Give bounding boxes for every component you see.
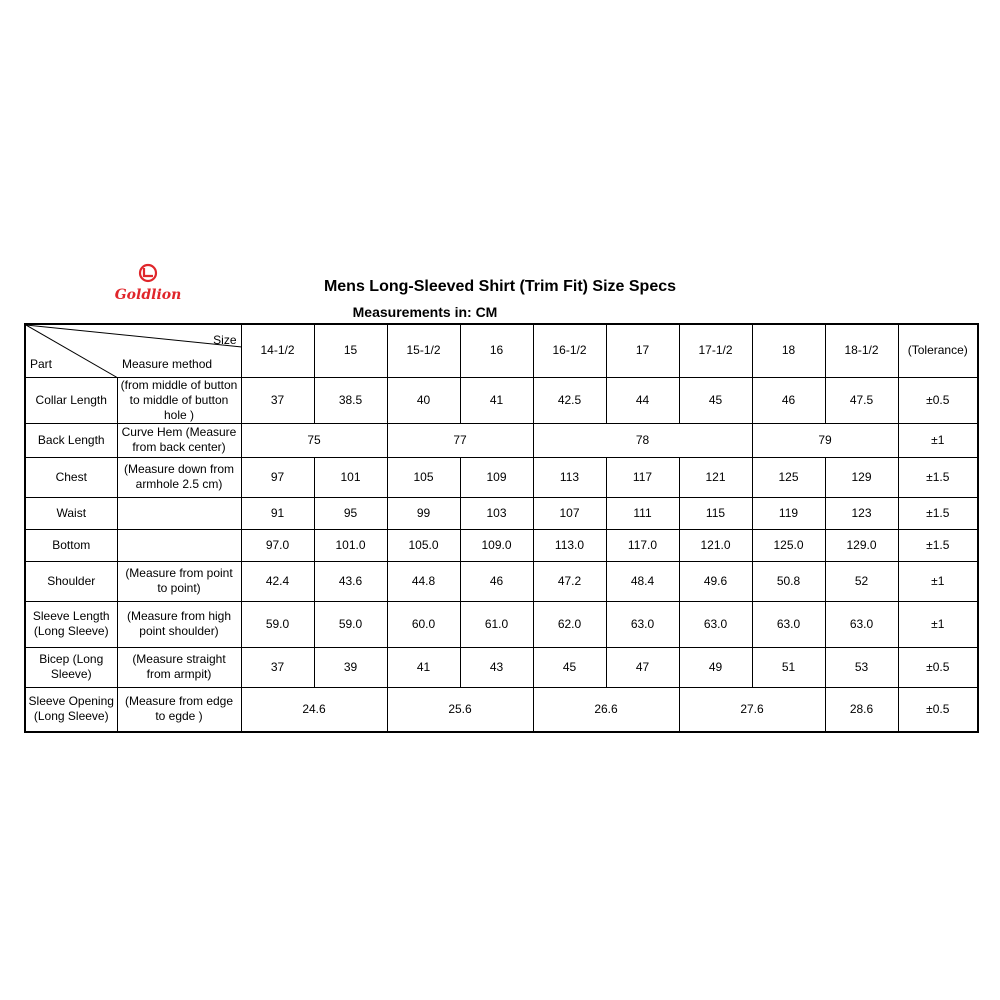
header-corner	[25, 324, 241, 377]
tolerance-value: ±1.5	[898, 497, 978, 529]
goldlion-logo	[108, 262, 188, 312]
tolerance-value: ±1.5	[898, 457, 978, 497]
measurement-value: 49	[679, 647, 752, 687]
measurement-value: 115	[679, 497, 752, 529]
size-header: 18-1/2	[825, 324, 898, 377]
measurement-value: 129.0	[825, 529, 898, 561]
measurement-value: 27.6	[679, 687, 825, 732]
measurement-value: 101.0	[314, 529, 387, 561]
measure-method-cell: (Measure from point to point)	[117, 561, 241, 601]
measurement-value: 46	[752, 377, 825, 423]
measurement-value: 50.8	[752, 561, 825, 601]
tolerance-value: ±1.5	[898, 529, 978, 561]
measurement-value: 37	[241, 377, 314, 423]
table-row	[25, 497, 978, 529]
table-row	[25, 561, 978, 601]
part-label: Part	[30, 356, 53, 371]
measurement-value: 63.0	[679, 601, 752, 647]
tolerance-value: ±0.5	[898, 687, 978, 732]
table-row	[25, 687, 978, 732]
measure-method-cell: (from middle of button to middle of button hole )	[117, 377, 241, 423]
measurement-value: 41	[387, 647, 460, 687]
measurement-value: 117.0	[606, 529, 679, 561]
measure-method-cell: (Measure from edge to egde )	[117, 687, 241, 732]
measure-method-cell	[117, 497, 241, 529]
size-spec-table	[24, 323, 979, 733]
measurement-value: 119	[752, 497, 825, 529]
measurement-value: 37	[241, 647, 314, 687]
measurement-value: 113.0	[533, 529, 606, 561]
table-row	[25, 529, 978, 561]
measurement-value: 78	[533, 423, 752, 457]
measurement-value: 40	[387, 377, 460, 423]
measurement-value: 26.6	[533, 687, 679, 732]
measurement-value: 123	[825, 497, 898, 529]
measurement-unit: Measurements in: CM	[352, 304, 498, 320]
table-row	[25, 457, 978, 497]
measurement-value: 63.0	[825, 601, 898, 647]
tolerance-value: ±1	[898, 601, 978, 647]
measurement-value: 43.6	[314, 561, 387, 601]
table-row	[25, 377, 978, 423]
measurement-value: 60.0	[387, 601, 460, 647]
measurement-value: 43	[460, 647, 533, 687]
measurement-value: 63.0	[606, 601, 679, 647]
part-cell: Shoulder	[25, 561, 117, 601]
measurement-value: 97	[241, 457, 314, 497]
measurement-value: 47	[606, 647, 679, 687]
measurement-value: 44	[606, 377, 679, 423]
measurement-value: 99	[387, 497, 460, 529]
size-header: 17-1/2	[679, 324, 752, 377]
measurement-value: 125	[752, 457, 825, 497]
measurement-value: 42.4	[241, 561, 314, 601]
measurement-value: 45	[679, 377, 752, 423]
part-cell: Sleeve Length (Long Sleeve)	[25, 601, 117, 647]
measure-method-cell: Curve Hem (Measure from back center)	[117, 423, 241, 457]
size-header: 15	[314, 324, 387, 377]
measurement-value: 47.5	[825, 377, 898, 423]
measurement-value: 61.0	[460, 601, 533, 647]
size-label: Size	[213, 333, 237, 347]
measure-method-cell: (Measure from high point shoulder)	[117, 601, 241, 647]
measurement-value: 91	[241, 497, 314, 529]
measurement-value: 63.0	[752, 601, 825, 647]
measure-method-cell	[117, 529, 241, 561]
measurement-value: 52	[825, 561, 898, 601]
measurement-value: 45	[533, 647, 606, 687]
measurement-value: 75	[241, 423, 387, 457]
measure-method-cell: (Measure down from armhole 2.5 cm)	[117, 457, 241, 497]
size-header: 15-1/2	[387, 324, 460, 377]
tolerance-value: ±1	[898, 423, 978, 457]
measurement-value: 41	[460, 377, 533, 423]
measurement-value: 121	[679, 457, 752, 497]
measurement-value: 53	[825, 647, 898, 687]
part-cell: Back Length	[25, 423, 117, 457]
size-header: 18	[752, 324, 825, 377]
part-cell: Chest	[25, 457, 117, 497]
measurement-value: 105	[387, 457, 460, 497]
measurement-value: 111	[606, 497, 679, 529]
measurement-value: 46	[460, 561, 533, 601]
measurement-value: 101	[314, 457, 387, 497]
table-row	[25, 647, 978, 687]
size-header: 16	[460, 324, 533, 377]
header-row	[25, 324, 978, 377]
measurement-value: 28.6	[825, 687, 898, 732]
tolerance-value: ±1	[898, 561, 978, 601]
measurement-value: 77	[387, 423, 533, 457]
logo-wordmark: Goldlion	[114, 287, 182, 303]
measurement-value: 121.0	[679, 529, 752, 561]
part-cell: Bicep (Long Sleeve)	[25, 647, 117, 687]
measurement-value: 109	[460, 457, 533, 497]
measurement-value: 47.2	[533, 561, 606, 601]
measurement-value: 59.0	[314, 601, 387, 647]
measurement-value: 24.6	[241, 687, 387, 732]
measurement-value: 103	[460, 497, 533, 529]
tolerance-header: (Tolerance)	[898, 324, 978, 377]
part-cell: Sleeve Opening (Long Sleeve)	[25, 687, 117, 732]
measurement-value: 117	[606, 457, 679, 497]
part-cell: Collar Length	[25, 377, 117, 423]
measurement-value: 42.5	[533, 377, 606, 423]
size-header: 14-1/2	[241, 324, 314, 377]
size-header: 17	[606, 324, 679, 377]
part-cell: Bottom	[25, 529, 117, 561]
measurement-value: 95	[314, 497, 387, 529]
measurement-value: 125.0	[752, 529, 825, 561]
measurement-value: 107	[533, 497, 606, 529]
measurement-value: 113	[533, 457, 606, 497]
measure-method-cell: (Measure straight from armpit)	[117, 647, 241, 687]
part-cell: Waist	[25, 497, 117, 529]
measurement-value: 25.6	[387, 687, 533, 732]
measurement-value: 129	[825, 457, 898, 497]
table-row	[25, 601, 978, 647]
measurement-value: 38.5	[314, 377, 387, 423]
measurement-value: 49.6	[679, 561, 752, 601]
measurement-value: 48.4	[606, 561, 679, 601]
measurement-value: 79	[752, 423, 898, 457]
size-header: 16-1/2	[533, 324, 606, 377]
measurement-value: 62.0	[533, 601, 606, 647]
measurement-value: 39	[314, 647, 387, 687]
tolerance-value: ±0.5	[898, 647, 978, 687]
method-label: Measure method	[122, 356, 213, 371]
measurement-value: 51	[752, 647, 825, 687]
measurement-value: 109.0	[460, 529, 533, 561]
measurement-value: 105.0	[387, 529, 460, 561]
measurement-value: 97.0	[241, 529, 314, 561]
tolerance-value: ±0.5	[898, 377, 978, 423]
page-title: Mens Long-Sleeved Shirt (Trim Fit) Size Specs	[323, 278, 677, 295]
table-row	[25, 423, 978, 457]
measurement-value: 59.0	[241, 601, 314, 647]
measurement-value: 44.8	[387, 561, 460, 601]
